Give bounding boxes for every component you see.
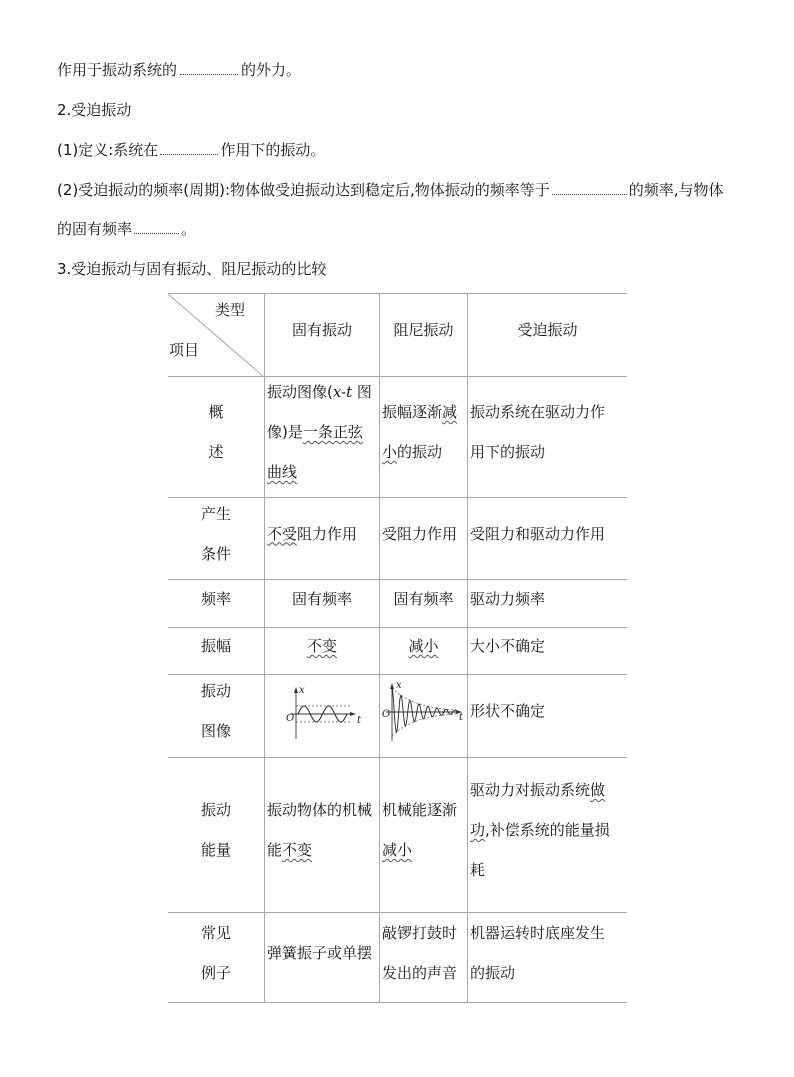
row-label-examples (168, 912, 264, 1002)
paragraph-text: 的外力。 (241, 61, 302, 79)
cell-damped-overview (379, 376, 467, 497)
cell-forced-amplitude (467, 627, 627, 674)
cell-forced-energy (467, 757, 627, 912)
cell-line: 形状不确定 (470, 702, 546, 720)
x-axis-label: x (299, 685, 305, 696)
cell-natural-condition (264, 497, 379, 579)
header-item-label: 项目 (169, 341, 200, 359)
cell-line (382, 392, 467, 432)
row-label-line: 图像 (200, 722, 231, 740)
cell-text: 像)是 (267, 423, 303, 441)
cell-line: 耗 (470, 861, 486, 879)
row-label-graph (168, 674, 264, 757)
envelope-dashed-curve (392, 714, 458, 736)
paragraph-text: 作用于振动系统的 (57, 61, 178, 79)
row-label-line: 概 (208, 403, 224, 421)
cell-line (380, 626, 467, 666)
header-forced-vibration (467, 293, 627, 376)
emphasis-text: 减 (442, 403, 458, 421)
emphasis-text: 不变 (306, 637, 337, 655)
row-label-energy (168, 757, 264, 912)
fill-in-blank (160, 140, 218, 155)
header-type-label: 类型 (215, 301, 246, 319)
paragraph-text: 。 (181, 220, 197, 238)
cell-line: 振动系统在驱动力作 (470, 403, 606, 421)
cell-natural-overview (264, 376, 379, 497)
origin-label: O (286, 713, 295, 724)
cell-forced-graph (467, 674, 627, 757)
t-axis-label: t (357, 715, 362, 726)
cell-text: 能 (267, 841, 283, 859)
cell-line (267, 452, 379, 492)
cell-line: 大小不确定 (470, 637, 546, 655)
cell-line: 弹簧振子或单摆 (267, 943, 373, 962)
row-label-frequency (168, 579, 264, 627)
fill-in-blank (134, 219, 179, 234)
cell-line: 敲锣打鼓时 (382, 923, 458, 942)
row-label-line: 振动 (200, 801, 231, 819)
cell-natural-frequency (264, 579, 379, 627)
cell-line (267, 372, 379, 412)
cell-line (470, 770, 627, 810)
cell-forced-condition (467, 497, 627, 579)
cell-damped-energy (379, 757, 467, 912)
damped-curve (392, 688, 456, 732)
emphasis-text: 减小 (408, 637, 439, 655)
cell-line: 驱动力频率 (470, 589, 546, 608)
axis-notation: x-t (332, 383, 353, 401)
row-label-line: 常见 (200, 923, 231, 942)
cell-text: 振幅逐渐 (382, 403, 443, 421)
paragraph-definition (57, 140, 325, 160)
t-axis-label: t (459, 712, 464, 723)
header-text: 阻尼振动 (393, 321, 454, 339)
cell-line: 振动物体的机械 (267, 801, 373, 819)
paragraph-text: 作用下的振动。 (220, 141, 326, 159)
header-corner-cell (168, 293, 264, 376)
paragraph-text: 的频率,与物体 (628, 181, 724, 199)
fill-in-blank (552, 180, 627, 195)
cell-forced-examples (467, 912, 627, 1002)
cell-line: 发出的声音 (382, 963, 458, 982)
paragraph-text: 的固有频率 (57, 220, 133, 238)
origin-label: O (382, 709, 391, 720)
cell-line (267, 830, 379, 870)
row-label-line: 振幅 (200, 637, 231, 655)
cell-damped-amplitude (379, 627, 467, 674)
fill-in-blank (180, 60, 238, 75)
emphasis-text: 不变 (282, 841, 313, 859)
header-damped-vibration (379, 293, 467, 376)
cell-line (267, 514, 379, 554)
header-text: 固有振动 (291, 321, 352, 339)
cell-text: ,补偿系统的能量损 (485, 821, 610, 839)
cell-damped-condition (379, 497, 467, 579)
cell-damped-examples (379, 912, 467, 1002)
row-label-overview (168, 376, 264, 497)
heading-text: 3.受迫振动与固有振动、阻尼振动的比较 (57, 260, 327, 278)
cell-line (267, 412, 379, 452)
cell-forced-frequency (467, 579, 627, 627)
emphasis-text: 功 (470, 821, 486, 839)
paragraph-text: (2)受迫振动的频率(周期):物体做受迫振动达到稳定后,物体振动的频率等于 (57, 181, 550, 199)
cell-line: 受阻力作用 (382, 524, 458, 543)
cell-damped-frequency (379, 579, 467, 627)
cell-natural-examples (264, 912, 379, 1002)
cell-line (382, 432, 467, 472)
cell-text: 图 (352, 383, 372, 401)
x-axis-label: x (396, 680, 402, 691)
row-label-amplitude (168, 627, 264, 674)
row-label-line: 例子 (200, 963, 231, 982)
cell-natural-amplitude (264, 627, 379, 674)
emphasis-text: 一条正弦 (302, 423, 363, 441)
axis-arrow (350, 712, 356, 716)
cell-line: 用下的振动 (470, 443, 546, 461)
row-label-line: 产生 (200, 504, 231, 523)
cell-line: 机械能逐渐 (382, 801, 458, 819)
cell-line (382, 830, 467, 870)
paragraph-external-force (57, 60, 301, 80)
emphasis-text: 减小 (382, 841, 413, 859)
emphasis-text: 不受 (267, 524, 298, 543)
cell-text: 阻力作用 (297, 524, 358, 543)
emphasis-text: 做 (590, 781, 606, 799)
cell-line: 受阻力和驱动力作用 (470, 524, 606, 543)
cell-damped-graph (379, 674, 467, 757)
cell-text: 驱动力对振动系统 (470, 781, 591, 799)
row-label-condition (168, 497, 264, 579)
cell-line: 的振动 (470, 963, 516, 982)
cell-line (265, 626, 379, 666)
section-heading-comparison (57, 259, 326, 279)
cell-natural-graph (264, 674, 379, 757)
emphasis-text: 小 (382, 443, 398, 461)
row-label-line: 条件 (200, 544, 231, 563)
row-label-line: 频率 (200, 589, 231, 608)
paragraph-natural-frequency (57, 219, 196, 239)
comparison-table (168, 293, 627, 1003)
sine-wave-graph (265, 675, 379, 757)
cell-line: 固有频率 (393, 589, 454, 608)
cell-line (470, 810, 627, 850)
cell-line: 机器运转时底座发生 (470, 923, 606, 942)
cell-line: 固有频率 (291, 589, 352, 608)
row-label-line: 述 (208, 443, 224, 461)
row-label-line: 振动 (200, 682, 231, 700)
cell-natural-energy (264, 757, 379, 912)
paragraph-frequency (57, 180, 724, 200)
header-text: 受迫振动 (517, 321, 578, 339)
axis-arrow (294, 687, 298, 693)
cell-forced-overview (467, 376, 627, 497)
section-heading-forced-vibration (57, 100, 131, 120)
row-label-line: 能量 (200, 841, 231, 859)
damped-wave-graph (380, 675, 467, 757)
emphasis-text: 曲线 (267, 463, 298, 481)
cell-text: 的振动 (397, 443, 443, 461)
cell-text: 振动图像( (267, 383, 333, 401)
header-natural-vibration (264, 293, 379, 376)
paragraph-text: (1)定义:系统在 (57, 141, 159, 159)
heading-text: 2.受迫振动 (57, 101, 132, 119)
